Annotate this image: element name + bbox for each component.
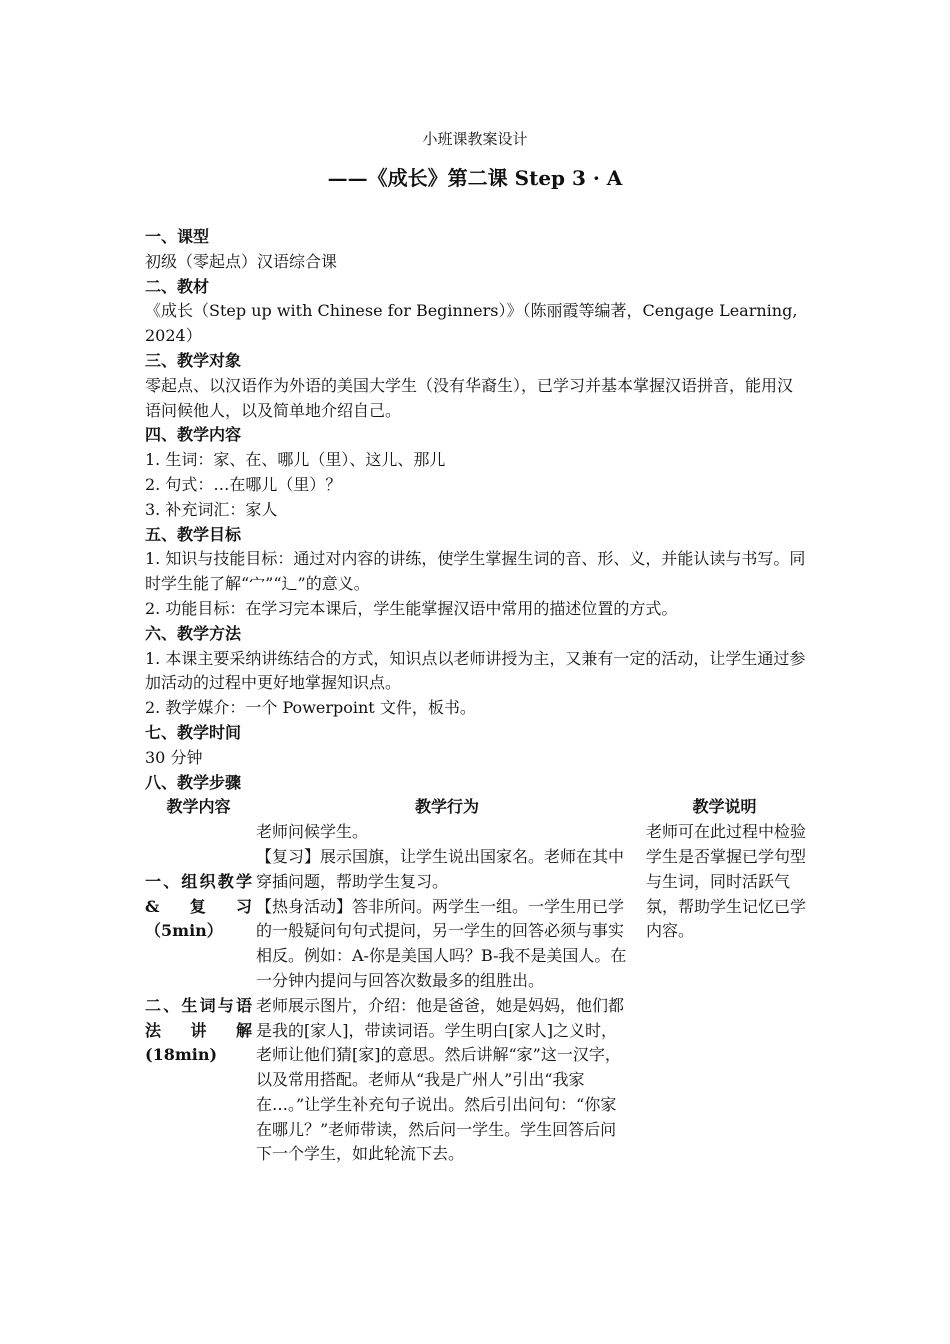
goal-item: 1. 知识与技能目标：通过对内容的讲练，使学生掌握生词的音、形、义，并能认读与书写。同时学生能了解“宀”“辶”的意义。 [145, 549, 806, 594]
section-text-textbook: 《成长（Step up with Chinese for Beginners）》（陈丽霞等编著，Cengage Learning, 2024） [145, 301, 798, 346]
table-header-row [145, 795, 807, 820]
content-item: 3. 补充词汇：家人 [145, 499, 278, 519]
section-text-audience: 零起点、以汉语作为外语的美国大学生（没有华裔生），已学习并基本掌握汉语拼音，能用汉语问候他人，以及简单地介绍自己。 [145, 375, 794, 420]
section-heading-content: 四、教学内容 [145, 425, 242, 445]
section-heading-methods: 六、教学方法 [145, 623, 242, 643]
table-header: 教学行为 [414, 797, 479, 817]
section-heading-audience: 三、教学对象 [145, 350, 242, 370]
method-item: 2. 教学媒介：一个 Powerpoint 文件，板书。 [145, 698, 476, 718]
document-body [145, 225, 807, 1167]
step-content-cell: 二、生词与语法讲解(18min) [145, 995, 252, 1065]
section-heading-goals: 五、教学目标 [145, 524, 242, 544]
goal-item: 2. 功能目标：在学习完本课后，学生能掌握汉语中常用的描述位置的方式。 [145, 598, 678, 618]
section-heading-time: 七、教学时间 [145, 722, 242, 742]
step-behavior-text: 老师问候学生。 [256, 822, 369, 842]
step-note-cell: 老师可在此过程中检验学生是否掌握已学句型与生词，同时活跃气氛，帮助学生记忆已学内容。 [646, 822, 807, 941]
section-heading-steps: 八、教学步骤 [145, 772, 242, 792]
table-header: 教学内容 [166, 797, 231, 817]
step-content-cell: 一、组织教学&复习（5min） [145, 871, 252, 941]
method-item: 1. 本课主要采纳讲练结合的方式，知识点以老师讲授为主，又兼有一定的活动，让学生通过参加活动的过程中更好地掌握知识点。 [145, 648, 806, 693]
content-item: 1. 生词：家、在、哪儿（里）、这儿、那儿 [145, 450, 446, 470]
section-heading-textbook: 二、教材 [145, 276, 210, 296]
section-text-time: 30 分钟 [145, 747, 203, 767]
step-note-cell [642, 994, 807, 1168]
document-subtitle: ——《成长》第二课 Step 3 · A [327, 166, 623, 190]
section-text-course-type: 初级（零起点）汉语综合课 [145, 251, 338, 271]
step-behavior-cell [252, 820, 642, 994]
steps-table [145, 795, 807, 1167]
section-heading-course-type: 一、课型 [145, 227, 210, 246]
table-row [145, 994, 807, 1168]
step-behavior-cell [252, 994, 642, 1168]
content-item: 2. 句式：…在哪儿（里）？ [145, 474, 342, 494]
table-row [145, 820, 807, 994]
step-behavior-text: 【复习】展示国旗，让学生说出国家名。老师在其中穿插问题，帮助学生复习。 [256, 846, 625, 891]
table-header: 教学说明 [692, 797, 757, 817]
step-behavior-text: 【热身活动】答非所问。两学生一组。一学生用已学的一般疑问句句式提问，另一学生的回答必须与事实相反。例如：A-你是美国人吗？B-我不是美国人。在一分钟内提问与回答次数最多的组胜出。 [256, 896, 627, 990]
step-behavior-text: 老师展示图片，介绍：他是爸爸，她是妈妈，他们都是我的[家人]，带读词语。学生明白[家人]之义时，老师让他们猜[家]的意思。然后讲解“家”这一汉字，以及常用搭配。老师从“我是广州人”引出“我家在…。”让学生补充句子说出。然后引出问句：“你家在哪儿？”老师带读，然后问一学生。学生回答后问下一个学生，如此轮流下去。 [256, 995, 625, 1164]
document-title: 小班课教案设计 [422, 130, 528, 148]
